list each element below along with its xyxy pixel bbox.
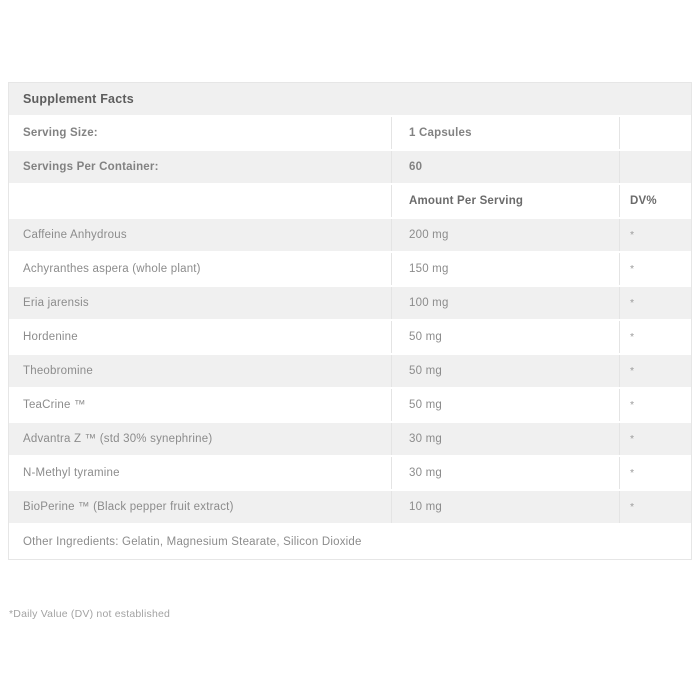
ingredient-dv: * (630, 399, 635, 411)
table-title-row (9, 83, 691, 117)
ingredient-name: Caffeine Anhydrous (23, 229, 127, 241)
ingredient-dv: * (630, 331, 635, 343)
ingredient-name: N-Methyl tyramine (23, 467, 120, 479)
ingredient-name: Eria jarensis (23, 297, 89, 309)
ingredient-row (9, 253, 691, 287)
serving-size-value: 1 Capsules (409, 127, 472, 139)
ingredient-amount: 10 mg (409, 501, 442, 513)
ingredient-row (9, 321, 691, 355)
supplement-facts-table (8, 82, 692, 560)
amount-per-serving-header: Amount Per Serving (409, 195, 524, 207)
servings-per-container-value: 60 (409, 161, 423, 173)
ingredient-row (9, 219, 691, 253)
column-header-dv-cell (619, 185, 691, 217)
serving-size-row (9, 117, 691, 151)
column-header-empty-cell (9, 185, 391, 217)
ingredient-dv: * (630, 297, 635, 309)
column-header-amount-cell (391, 185, 619, 217)
ingredient-name: TeaCrine ™ (23, 399, 86, 411)
ingredient-row (9, 287, 691, 321)
serving-size-label-cell (9, 117, 391, 149)
ingredient-dv: * (630, 467, 635, 479)
servings-per-container-label: Servings Per Container: (23, 161, 159, 173)
ingredient-name: Theobromine (23, 365, 93, 377)
ingredient-row (9, 491, 691, 525)
column-header-row (9, 185, 691, 219)
ingredient-dv: * (630, 229, 635, 241)
serving-size-dv-cell (619, 117, 691, 149)
ingredient-dv: * (630, 501, 635, 513)
table-title-cell (9, 83, 691, 115)
ingredient-amount: 50 mg (409, 331, 442, 343)
dv-percent-header: DV% (630, 195, 657, 207)
ingredient-amount: 30 mg (409, 467, 442, 479)
ingredient-amount: 150 mg (409, 263, 449, 275)
ingredient-dv: * (630, 365, 635, 377)
dv-footnote: *Daily Value (DV) not established (9, 608, 171, 620)
servings-per-container-label-cell (9, 151, 391, 183)
ingredient-name: Advantra Z ™ (std 30% synephrine) (23, 433, 213, 445)
ingredient-dv: * (630, 263, 635, 275)
ingredient-amount: 100 mg (409, 297, 449, 309)
ingredient-row (9, 389, 691, 423)
ingredient-name: Hordenine (23, 331, 78, 343)
other-ingredients-row (9, 525, 691, 559)
ingredient-amount: 200 mg (409, 229, 449, 241)
ingredient-amount: 30 mg (409, 433, 442, 445)
servings-per-container-value-cell (391, 151, 619, 183)
ingredient-amount: 50 mg (409, 399, 442, 411)
servings-per-container-dv-cell (619, 151, 691, 183)
serving-size-value-cell (391, 117, 619, 149)
ingredient-dv: * (630, 433, 635, 445)
servings-per-container-row (9, 151, 691, 185)
ingredient-name: BioPerine ™ (Black pepper fruit extract) (23, 501, 234, 513)
ingredient-row (9, 355, 691, 389)
other-ingredients-text: Other Ingredients: Gelatin, Magnesium Stearate, Silicon Dioxide (23, 536, 362, 548)
ingredient-row (9, 423, 691, 457)
table-title: Supplement Facts (23, 92, 134, 106)
serving-size-label: Serving Size: (23, 127, 98, 139)
ingredient-name: Achyranthes aspera (whole plant) (23, 263, 201, 275)
ingredient-amount: 50 mg (409, 365, 442, 377)
ingredient-row (9, 457, 691, 491)
